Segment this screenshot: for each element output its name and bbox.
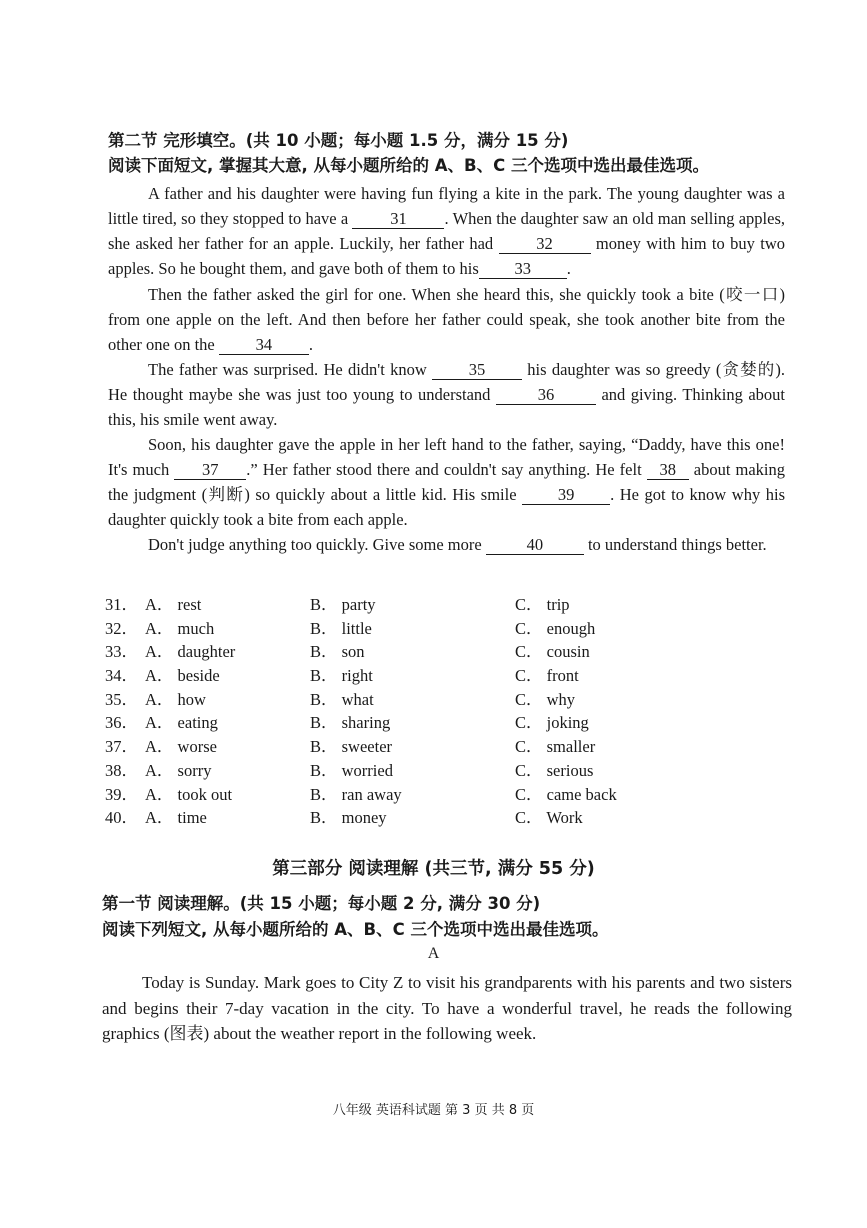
- option-c[interactable]: C． cousin: [515, 642, 590, 662]
- question-number: 37．: [105, 737, 138, 757]
- page-footer: 八年级 英语科试题 第 3 页 共 8 页: [332, 1103, 535, 1118]
- text: Then the father asked the girl for one. When she heard this, she quickly took a bite (咬一口) from one apple on the left. And then before her father could speak, she took another bite from the other one on the: [108, 285, 785, 354]
- cloze-paragraph-5: [108, 532, 785, 557]
- option-b[interactable]: B． party: [310, 595, 376, 614]
- option-b[interactable]: B． little: [310, 618, 372, 638]
- option-c[interactable]: C． why: [515, 689, 576, 709]
- question-row-40: [105, 806, 745, 830]
- option-a[interactable]: A． beside: [145, 666, 220, 686]
- option-c[interactable]: C． came back: [515, 784, 617, 804]
- text: A father and his daughter were having fun flying a kite in the park. The young daughter was a little tired, so they stopped to have a: [108, 184, 785, 228]
- cloze-paragraph-3: [108, 357, 785, 432]
- option-a[interactable]: A． how: [145, 689, 206, 709]
- text: . He got to know why his daughter quickly took a bite from each apple.: [108, 485, 785, 529]
- blank-34: 34: [219, 336, 309, 355]
- option-c[interactable]: C． front: [515, 666, 579, 686]
- option-a[interactable]: A． eating: [145, 713, 218, 733]
- option-b[interactable]: B． right: [310, 666, 373, 686]
- question-number: 35．: [105, 689, 138, 709]
- blank-36: 36: [496, 386, 596, 405]
- text: The father was surprised. He didn't know: [148, 360, 433, 379]
- part3-heading: 第三部分 阅读理解 (共三节, 满分 55 分): [272, 859, 595, 879]
- text: to understand things better.: [583, 535, 767, 554]
- blank-39: 39: [522, 486, 610, 505]
- option-c[interactable]: C． joking: [515, 713, 589, 733]
- question-number: 38．: [105, 760, 138, 780]
- part3-section1-instruction: 阅读下列短文, 从每小题所给的 A、B、C 三个选项中选出最佳选项。: [102, 920, 609, 939]
- question-number: 31．: [105, 595, 138, 614]
- option-b[interactable]: B． ran away: [310, 784, 402, 804]
- option-c[interactable]: C． Work: [515, 808, 583, 828]
- text: Soon, his daughter gave the apple in her left hand to the father, saying, “Daddy, have this one! It's much: [108, 435, 785, 479]
- cloze-paragraph-4: [108, 432, 785, 532]
- option-b[interactable]: B． worried: [310, 760, 393, 780]
- option-a[interactable]: A． sorry: [145, 760, 212, 780]
- text: and giving. Thinking about this, his smile went away.: [108, 385, 786, 429]
- question-number: 34．: [105, 666, 138, 686]
- question-number: 32．: [105, 618, 138, 638]
- option-a[interactable]: A． daughter: [145, 642, 236, 662]
- question-number: 36．: [105, 713, 138, 733]
- option-a[interactable]: A． time: [145, 808, 207, 828]
- question-row-36: [105, 711, 745, 735]
- passage-letter: A: [427, 945, 440, 962]
- question-row-35: [105, 688, 745, 712]
- question-row-34: [105, 664, 745, 688]
- question-row-33: [105, 640, 745, 664]
- option-c[interactable]: C． enough: [515, 618, 596, 638]
- cloze-paragraph-2: [108, 282, 785, 357]
- option-c[interactable]: C． smaller: [515, 737, 596, 757]
- option-c[interactable]: C． serious: [515, 760, 594, 780]
- option-a[interactable]: A． much: [145, 618, 215, 638]
- section2-heading: 第二节 完形填空。(共 10 小题；每小题 1.5 分，满分 15 分): [108, 131, 569, 150]
- question-number: 33．: [105, 642, 138, 662]
- blank-40: 40: [486, 536, 584, 555]
- blank-31: 31: [352, 210, 444, 229]
- option-b[interactable]: B． son: [310, 642, 365, 662]
- blank-38: 38: [647, 461, 689, 480]
- answer-options: [105, 593, 745, 830]
- question-row-37: [105, 735, 745, 759]
- option-b[interactable]: B． sharing: [310, 713, 391, 733]
- question-row-38: [105, 759, 745, 783]
- option-b[interactable]: B． sweeter: [310, 737, 393, 757]
- blank-37: 37: [174, 461, 246, 480]
- text: his daughter was so greedy (贪婪的). He thought maybe she was just too young to understand: [108, 360, 785, 404]
- option-b[interactable]: B． money: [310, 808, 387, 828]
- question-number: 39．: [105, 784, 138, 804]
- option-c[interactable]: C． trip: [515, 595, 570, 614]
- question-row-39: [105, 783, 745, 807]
- blank-33: 33: [479, 260, 567, 279]
- blank-32: 32: [499, 235, 591, 254]
- text: . When the daughter saw an old man selling apples, she asked her father for an apple. Luckily, her father had: [108, 209, 785, 253]
- option-a[interactable]: A． took out: [145, 784, 233, 804]
- section2-instruction: 阅读下面短文, 掌握其大意, 从每小题所给的 A、B、C 三个选项中选出最佳选项。: [108, 156, 709, 175]
- cloze-paragraph-1: [108, 181, 785, 281]
- reading-passage-a: Today is Sunday. Mark goes to City Z to visit his grandparents with his parents and two sisters and begins their 7-day vacation in the city. To have a wonderful travel, he reads the following graphics (图表) about the weather report in the following week.: [102, 973, 792, 1043]
- option-b[interactable]: B． what: [310, 689, 374, 709]
- question-row-32: [105, 617, 745, 641]
- text: .: [308, 335, 314, 354]
- text: .: [566, 259, 571, 278]
- option-a[interactable]: A． worse: [145, 737, 217, 757]
- text: about making the judgment (判断) so quickly about a little kid. His smile: [108, 460, 785, 504]
- part3-section1-heading: 第一节 阅读理解。(共 15 小题；每小题 2 分, 满分 30 分): [102, 894, 541, 913]
- question-number: 40．: [105, 808, 138, 828]
- text: Don't judge anything too quickly. Give some more: [148, 535, 486, 554]
- option-a[interactable]: A． rest: [145, 595, 202, 614]
- text: .” Her father stood there and couldn't say anything. He felt: [246, 460, 647, 479]
- text: money with him to buy two apples. So he bought them, and gave both of them to his: [108, 234, 785, 278]
- question-row-31: [105, 593, 745, 617]
- blank-35: 35: [432, 361, 522, 380]
